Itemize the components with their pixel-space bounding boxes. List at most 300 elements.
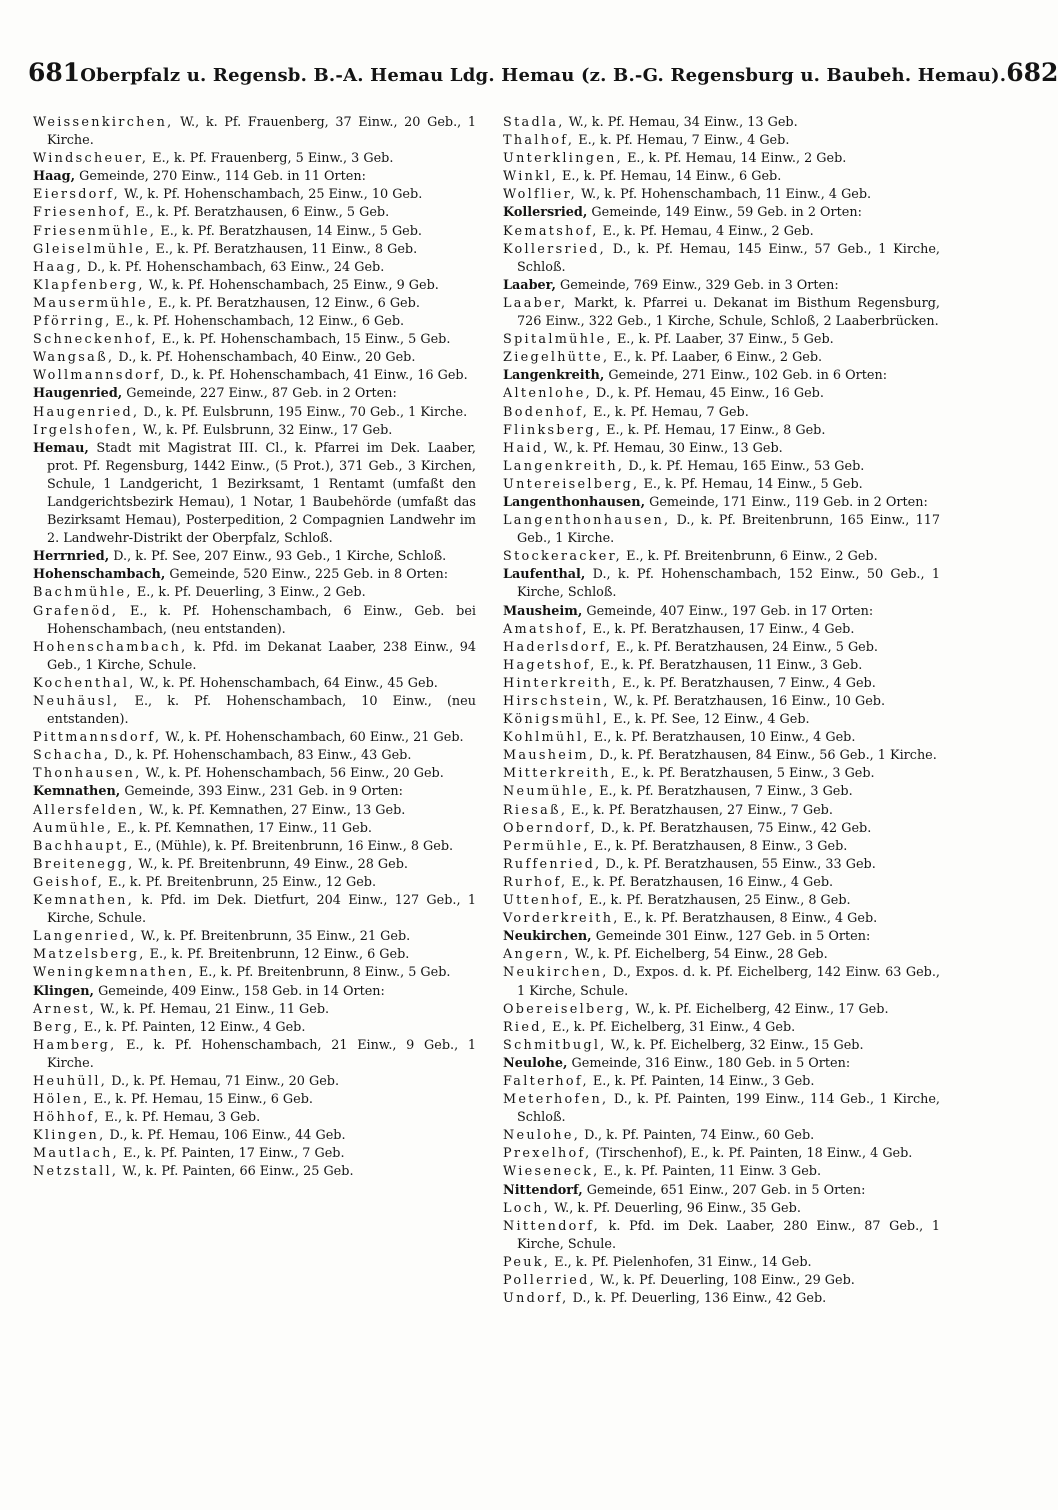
place-entry <box>503 1091 940 1127</box>
left-page-number: 681 <box>28 58 81 87</box>
place-name: Langenkreith, <box>503 458 625 474</box>
entry-details: W., k. Pf. Hohenschambach, 64 Einw., 45 Geb. <box>135 675 438 691</box>
entry-details: E., k. Pf. Beratzhausen, 14 Einw., 5 Geb. <box>156 223 422 239</box>
entry-details: W., k. Pf. Hohenschambach, 56 Einw., 20 Geb. <box>141 766 444 782</box>
place-entry <box>33 675 476 693</box>
entry-details: k. Pfd. im Dek. Laaber, 280 Einw., 87 Geb., 1 Kirche, Schule. <box>517 1218 940 1252</box>
place-entry <box>33 1073 476 1091</box>
place-name: Obereiselberg, <box>503 1001 632 1017</box>
entry-details: E., k. Pf. Beratzhausen, 24 Einw., 5 Geb. <box>612 639 878 655</box>
entry-details: E., k. Pf. Hemau, 7 Einw., 4 Geb. <box>574 133 790 149</box>
entry-details: Gemeinde, 393 Einw., 231 Geb. in 9 Orten: <box>120 784 403 800</box>
place-name: Unterklingen, <box>503 151 624 167</box>
place-name: Pittmannsdorf, <box>33 730 162 746</box>
entry-details: D., k. Pf. Hemau, 106 Einw., 44 Geb. <box>105 1128 346 1144</box>
entry-details: E., k. Pf. Beratzhausen, 27 Einw., 7 Geb. <box>567 802 833 818</box>
place-name: Pförring, <box>33 314 112 330</box>
place-name: Stockeracker, <box>503 549 623 565</box>
page-header <box>28 58 1058 92</box>
entry-details: W., k. Pf. Hohenschambach, 11 Einw., 4 Geb. <box>577 187 872 203</box>
place-entry <box>503 874 940 892</box>
gemeinde-entry <box>33 983 476 1001</box>
place-name: Neukirchen, <box>503 965 609 981</box>
place-entry <box>33 928 476 946</box>
place-name: Schmitbugl, <box>503 1037 607 1053</box>
gemeinde-name: Neukirchen, <box>503 929 592 945</box>
place-entry <box>33 802 476 820</box>
entry-details: Gemeinde, 149 Einw., 59 Geb. in 2 Orten: <box>587 205 862 221</box>
entry-details: D., k. Pf. Painten, 74 Einw., 60 Geb. <box>580 1128 815 1144</box>
place-entry <box>503 295 940 331</box>
place-name: Schneckenhof, <box>33 332 158 348</box>
entry-details: E., k. Pf. Beratzhausen, 7 Einw., 4 Geb. <box>618 675 876 691</box>
gemeinde-name: Laufenthal, <box>503 567 586 583</box>
place-name: Mitterkreith, <box>503 766 618 782</box>
entry-details: E., k. Pf. Hohenschambach, 10 Einw., (neu entstanden). <box>47 694 476 728</box>
entry-details: (Tirschenhof), E., k. Pf. Painten, 18 Einw., 4 Geb. <box>591 1146 913 1162</box>
gemeinde-entry <box>33 548 476 566</box>
entry-details: D., k. Pf. Painten, 199 Einw., 114 Geb., 1 Kirche, Schloß. <box>517 1092 940 1126</box>
place-entry <box>33 241 476 259</box>
place-name: Windscheuer, <box>33 151 149 167</box>
place-entry <box>503 132 940 150</box>
place-name: Amatshof, <box>503 621 589 637</box>
place-entry <box>503 422 940 440</box>
place-name: Neuhäusl, <box>33 694 120 709</box>
place-name: Wieseneck, <box>503 1164 600 1180</box>
gemeinde-entry <box>503 1182 940 1200</box>
entry-details: W., k. Pf. Hemau, 34 Einw., 13 Geb. <box>564 115 798 130</box>
entry-details: W., k. Pf. Eichelberg, 32 Einw., 15 Geb. <box>606 1037 864 1053</box>
place-name: Meterhofen, <box>503 1092 609 1108</box>
entry-details: W., k. Pf. Kemnathen, 27 Einw., 13 Geb. <box>145 802 406 818</box>
place-entry <box>33 349 476 367</box>
place-name: Peuk, <box>503 1254 551 1270</box>
entry-details: Gemeinde, 270 Einw., 114 Geb. in 11 Orten: <box>75 169 366 185</box>
place-entry <box>503 186 940 204</box>
place-name: Permühle, <box>503 838 590 854</box>
place-name: Thonhausen, <box>33 766 142 782</box>
place-entry <box>33 1019 476 1037</box>
gemeinde-entry <box>503 928 940 946</box>
place-entry <box>503 1163 940 1181</box>
entry-details: W., k. Pf. Hohenschambach, 25 Einw., 9 Geb. <box>144 277 439 293</box>
place-name: Heuhüll, <box>33 1073 108 1089</box>
place-name: Berg, <box>33 1019 80 1035</box>
place-name: Untereiselberg, <box>503 476 640 492</box>
entry-details: D., k. Pf. Hemau, 165 Einw., 53 Geb. <box>624 458 865 474</box>
entry-details: W., k. Pf. Hohenschambach, 60 Einw., 21 Geb. <box>161 730 464 746</box>
gemeinde-name: Hohenschambach, <box>33 567 166 583</box>
gemeinde-name: Mausheim, <box>503 603 583 619</box>
place-entry <box>503 910 940 928</box>
place-name: Angern, <box>503 947 571 963</box>
entry-details: E., k. Pf. Beratzhausen, 8 Einw., 3 Geb. <box>589 838 848 854</box>
entry-details: Gemeinde, 171 Einw., 119 Geb. in 2 Orten: <box>645 494 928 510</box>
place-entry <box>503 964 940 1000</box>
place-entry <box>33 765 476 783</box>
place-entry <box>33 838 476 856</box>
place-entry <box>503 1001 940 1019</box>
place-name: Bachmühle, <box>33 585 133 601</box>
place-entry <box>503 747 940 765</box>
entry-details: Markt, k. Pfarrei u. Dekanat im Bisthum Regensburg, 726 Einw., 322 Geb., 1 Kirche, Schule, Schloß, 2 Laaberbrücken. <box>517 295 940 330</box>
place-entry <box>503 331 940 349</box>
place-entry <box>33 964 476 982</box>
place-name: Undorf, <box>503 1291 569 1307</box>
place-entry <box>503 892 940 910</box>
place-name: Altenlohe, <box>503 386 592 402</box>
place-name: Gleiselmühle, <box>33 241 152 257</box>
place-name: Mausheim, <box>503 748 596 764</box>
gemeinde-name: Haugenried, <box>33 386 123 402</box>
entry-details: E., k. Pf. Beratzhausen, 11 Einw., 8 Geb. <box>151 241 418 257</box>
place-entry <box>33 1001 476 1019</box>
place-name: Langenthonhausen, <box>503 513 671 529</box>
place-entry <box>33 639 476 675</box>
gemeinde-name: Kollersried, <box>503 205 588 221</box>
entry-details: Gemeinde, 520 Einw., 225 Geb. in 8 Orten: <box>165 567 449 583</box>
entry-details: D., k. Pf. Beratzhausen, 75 Einw., 42 Geb. <box>596 820 872 836</box>
place-name: Kollersried, <box>503 241 607 257</box>
place-entry <box>503 476 940 494</box>
place-entry <box>503 404 940 422</box>
place-entry <box>33 295 476 313</box>
place-name: Oberndorf, <box>503 820 597 836</box>
gemeinde-entry <box>503 1055 940 1073</box>
place-name: Mautlach, <box>33 1146 120 1162</box>
place-name: Ziegelhütte, <box>503 350 610 366</box>
place-entry <box>33 693 476 729</box>
entry-details: E., k. Pf. Beratzhausen, 16 Einw., 4 Geb. <box>567 874 834 890</box>
place-entry <box>503 1037 940 1055</box>
gemeinde-entry <box>503 494 940 512</box>
place-entry <box>33 313 476 331</box>
place-entry <box>33 186 476 204</box>
entry-details: E., k. Pf. Breitenbrunn, 8 Einw., 5 Geb. <box>194 965 451 981</box>
gemeinde-name: Langenkreith, <box>503 368 605 384</box>
gemeinde-name: Kemnathen, <box>33 784 121 800</box>
place-entry <box>503 639 940 657</box>
place-entry <box>33 114 476 150</box>
place-entry <box>503 1272 940 1290</box>
place-name: Langenried, <box>33 929 137 945</box>
entry-details: E., k. Pf. See, 12 Einw., 4 Geb. <box>609 712 810 728</box>
place-entry <box>33 277 476 295</box>
gemeinde-name: Laaber, <box>503 277 556 293</box>
place-name: Friesenhof, <box>33 205 132 221</box>
place-name: Kemnathen, <box>33 893 135 909</box>
right-column <box>503 114 940 1308</box>
right-page-number: 682 <box>1006 58 1058 87</box>
place-entry <box>33 856 476 874</box>
entry-details: E., k. Pf. Painten, 11 Einw. 3 Geb. <box>599 1164 822 1180</box>
place-name: Matzelsberg, <box>33 947 146 963</box>
entry-details: Gemeinde 301 Einw., 127 Geb. in 5 Orten: <box>591 929 871 945</box>
gemeinde-name: Herrnried, <box>33 549 110 565</box>
place-entry <box>503 729 940 747</box>
entry-details: W., k. Pf. Eulsbrunn, 32 Einw., 17 Geb. <box>138 422 393 438</box>
entry-details: D., k. Pf. Hemau, 145 Einw., 57 Geb., 1 Kirche, Schloß. <box>517 241 940 275</box>
gemeinde-entry <box>503 367 940 385</box>
place-entry <box>503 1218 940 1254</box>
entry-details: E., k. Pf. Hohenschambach, 21 Einw., 9 Geb., 1 Kirche. <box>47 1037 476 1071</box>
entry-details: E., k. Pf. Hemau, 4 Einw., 2 Geb. <box>598 223 814 239</box>
entry-details: W., k. Pf. Breitenbrunn, 49 Einw., 28 Geb. <box>134 856 408 872</box>
place-entry <box>33 603 476 639</box>
place-entry <box>33 367 476 385</box>
place-name: Eiersdorf, <box>33 187 121 203</box>
gemeinde-name: Klingen, <box>33 983 94 999</box>
place-entry <box>33 404 476 422</box>
place-name: Friesenmühle, <box>33 223 157 239</box>
place-entry <box>503 385 940 403</box>
place-entry <box>503 458 940 476</box>
place-entry <box>503 693 940 711</box>
entry-details: E., k. Pf. Beratzhausen, 8 Einw., 4 Geb. <box>619 911 878 927</box>
place-name: Weningkemnathen, <box>33 965 195 981</box>
place-name: Grafenöd, <box>33 603 119 619</box>
place-entry <box>33 946 476 964</box>
place-name: Netzstall, <box>33 1164 119 1180</box>
entry-details: W., k. Pf. Hemau, 21 Einw., 11 Geb. <box>96 1001 330 1017</box>
place-entry <box>503 820 940 838</box>
place-name: Mausermühle, <box>33 295 155 311</box>
place-entry <box>503 241 940 277</box>
place-entry <box>503 349 940 367</box>
place-entry <box>503 114 940 132</box>
place-entry <box>33 150 476 168</box>
entry-details: E., k. Pf. Eichelberg, 31 Einw., 4 Geb. <box>548 1019 796 1035</box>
place-entry <box>33 747 476 765</box>
gemeinde-entry <box>33 168 476 186</box>
place-name: Wolflier, <box>503 187 578 203</box>
place-entry <box>503 223 940 241</box>
place-name: Hagetshof, <box>503 657 597 673</box>
place-name: Haag, <box>33 259 84 275</box>
place-name: Riesaß, <box>503 802 568 818</box>
place-name: Kematshof, <box>503 223 599 239</box>
entry-details: D., k. Pf. Hemau, 71 Einw., 20 Geb. <box>107 1073 340 1089</box>
place-entry <box>503 1200 940 1218</box>
place-entry <box>33 729 476 747</box>
entry-details: W., k. Pf. Beratzhausen, 16 Einw., 10 Geb. <box>609 694 886 709</box>
entry-details: E., k. Pf. Laaber, 6 Einw., 2 Geb. <box>609 350 823 366</box>
place-name: Thalhof, <box>503 133 575 149</box>
place-entry <box>503 1073 940 1091</box>
entry-details: W., k. Pf. Deuerling, 108 Einw., 29 Geb. <box>596 1273 855 1288</box>
entry-details: E., k. Pf. Painten, 14 Einw., 3 Geb. <box>588 1073 815 1089</box>
place-name: Wollmannsdorf, <box>33 368 167 384</box>
entry-details: E., k. Pf. Laaber, 37 Einw., 5 Geb. <box>612 332 834 348</box>
gemeinde-name: Neulohe, <box>503 1055 568 1071</box>
gemeinde-name: Haag, <box>33 169 76 185</box>
place-name: Neulohe, <box>503 1128 581 1144</box>
gemeinde-name: Nittendorf, <box>503 1182 583 1198</box>
gemeinde-name: Hemau, <box>33 440 89 456</box>
place-name: Klapfenberg, <box>33 277 145 293</box>
place-entry <box>503 1127 940 1145</box>
place-entry <box>33 1127 476 1145</box>
place-entry <box>33 820 476 838</box>
gemeinde-entry <box>503 277 940 295</box>
place-entry <box>503 657 940 675</box>
entry-details: D., k. Pf. Breitenbrunn, 165 Einw., 117 Geb., 1 Kirche. <box>517 513 940 547</box>
place-name: Pollerried, <box>503 1273 597 1288</box>
entry-details: Gemeinde, 409 Einw., 158 Geb. in 14 Orten: <box>94 983 385 999</box>
entry-details: D., k. Pf. Beratzhausen, 55 Einw., 33 Geb. <box>601 856 876 872</box>
place-entry <box>33 422 476 440</box>
entry-details: W., k. Pf. Eichelberg, 54 Einw., 28 Geb. <box>570 947 828 963</box>
place-name: Winkl, <box>503 169 558 185</box>
entry-details: D., Expos. d. k. Pf. Eichelberg, 142 Einw. 63 Geb., 1 Kirche, Schule. <box>517 965 940 999</box>
place-entry <box>503 150 940 168</box>
place-name: Kohlmühl, <box>503 730 590 746</box>
entry-details: k. Pfd. im Dek. Dietfurt, 204 Einw., 127 Geb., 1 Kirche, Schule. <box>47 893 476 927</box>
place-name: Haid, <box>503 440 550 456</box>
place-entry <box>503 440 940 458</box>
entry-details: E., k. Pf. Beratzhausen, 17 Einw., 4 Geb. <box>588 621 855 637</box>
place-name: Wangsaß, <box>33 350 115 366</box>
place-entry <box>503 1145 940 1163</box>
place-entry <box>33 892 476 928</box>
place-name: Neumühle, <box>503 784 596 800</box>
place-entry <box>503 621 940 639</box>
place-entry <box>33 331 476 349</box>
entry-details: E., k. Pf. Frauenberg, 5 Einw., 3 Geb. <box>148 151 394 167</box>
entry-details: W., k. Pf. Breitenbrunn, 35 Einw., 21 Geb. <box>136 929 411 945</box>
place-name: Bachhaupt, <box>33 838 130 854</box>
place-name: Kochenthal, <box>33 675 136 691</box>
entry-details: E., k. Pf. Hemau, 14 Einw., 6 Geb. <box>557 169 782 185</box>
place-entry <box>503 512 940 548</box>
place-name: Uttenhof, <box>503 893 585 909</box>
place-name: Weissenkirchen, <box>33 115 174 130</box>
entry-details: D., k. Pf. Eulsbrunn, 195 Einw., 70 Geb., 1 Kirche. <box>139 404 468 420</box>
place-name: Hölen, <box>33 1092 90 1108</box>
entry-details: E., k. Pf. Beratzhausen, 11 Einw., 3 Geb. <box>596 657 863 673</box>
place-entry <box>503 1254 940 1272</box>
entry-details: W., k. Pf. Hohenschambach, 25 Einw., 10 Geb. <box>120 187 423 203</box>
entry-details: D., k. Pf. Deuerling, 136 Einw., 42 Geb. <box>568 1291 827 1307</box>
entry-details: E., k. Pf. Beratzhausen, 10 Einw., 4 Geb. <box>589 730 856 746</box>
entry-details: E., k. Pf. Hohenschambach, 15 Einw., 5 Geb. <box>157 332 451 348</box>
place-entry <box>503 838 940 856</box>
entry-details: D., k. Pf. Hohenschambach, 40 Einw., 20 Geb. <box>114 350 416 366</box>
entry-details: E., k. Pf. Hemau, 7 Geb. <box>589 404 749 420</box>
entry-details: D., k. Pf. Hemau, 45 Einw., 16 Geb. <box>591 386 824 402</box>
entry-details: E., k. Pf. Beratzhausen, 7 Einw., 3 Geb. <box>595 784 853 800</box>
place-entry <box>33 1145 476 1163</box>
gemeinde-entry <box>33 440 476 549</box>
gemeinde-entry <box>503 204 940 222</box>
place-name: Arnest, <box>33 1001 97 1017</box>
place-name: Königsmühl, <box>503 712 610 728</box>
place-name: Hinterkreith, <box>503 675 619 691</box>
entry-details: E., k. Pf. Hohenschambach, 6 Einw., Geb. bei Hohenschambach, (neu entstanden). <box>47 603 476 637</box>
gemeinde-name: Langenthonhausen, <box>503 494 646 510</box>
place-name: Falterhof, <box>503 1073 589 1089</box>
entry-details: D., k. Pf. Hohenschambach, 83 Einw., 43 Geb. <box>110 748 412 764</box>
place-entry <box>33 874 476 892</box>
entry-details: D., k. Pf. Beratzhausen, 84 Einw., 56 Geb., 1 Kirche. <box>595 748 937 764</box>
entry-details: Gemeinde, 407 Einw., 197 Geb. in 17 Orten: <box>582 603 874 619</box>
entry-details: E., (Mühle), k. Pf. Breitenbrunn, 16 Einw., 8 Geb. <box>129 838 454 854</box>
entry-details: k. Pfd. im Dekanat Laaber, 238 Einw., 94 Geb., 1 Kirche, Schule. <box>47 639 476 673</box>
place-entry <box>503 711 940 729</box>
entry-details: E., k. Pf. Beratzhausen, 25 Einw., 8 Geb. <box>584 893 851 909</box>
place-entry <box>33 1109 476 1127</box>
entry-details: W., k. Pf. Painten, 66 Einw., 25 Geb. <box>118 1164 354 1180</box>
entry-details: E., k. Pf. Beratzhausen, 5 Einw., 3 Geb. <box>617 766 875 782</box>
place-entry <box>503 548 940 566</box>
entry-details: E., k. Pf. Hemau, 3 Geb. <box>100 1110 261 1126</box>
place-name: Breitenegg, <box>33 856 135 872</box>
entry-details: Gemeinde, 651 Einw., 207 Geb. in 5 Orten: <box>582 1182 866 1198</box>
entry-details: E., k. Pf. Hemau, 15 Einw., 6 Geb. <box>89 1092 313 1108</box>
entry-details: E., k. Pf. Hemau, 14 Einw., 2 Geb. <box>623 151 847 167</box>
place-entry <box>503 765 940 783</box>
place-name: Geishof, <box>33 874 105 890</box>
place-entry <box>33 1163 476 1181</box>
place-entry <box>503 946 940 964</box>
entry-details: E., k. Pf. Breitenbrunn, 12 Einw., 6 Geb. <box>145 947 410 963</box>
place-name: Aumühle, <box>33 820 114 836</box>
place-entry <box>33 259 476 277</box>
place-name: Irgelshofen, <box>33 422 139 438</box>
place-name: Loch, <box>503 1200 551 1216</box>
place-entry <box>503 168 940 186</box>
place-name: Ruffenried, <box>503 856 602 872</box>
gemeinde-entry <box>33 783 476 801</box>
entry-details: Gemeinde, 316 Einw., 180 Geb. in 5 Orten: <box>567 1055 851 1071</box>
left-column <box>33 114 476 1182</box>
place-name: Hirschstein, <box>503 694 610 709</box>
place-entry <box>503 1019 940 1037</box>
place-entry <box>503 675 940 693</box>
gemeinde-entry <box>33 385 476 403</box>
entry-details: Gemeinde, 227 Einw., 87 Geb. in 2 Orten: <box>122 386 397 402</box>
place-name: Hohenschambach, <box>33 639 188 655</box>
place-name: Flinksberg, <box>503 422 603 438</box>
place-name: Höhhof, <box>33 1110 101 1126</box>
place-name: Laaber, <box>503 295 568 311</box>
place-entry <box>33 1091 476 1109</box>
entry-details: E., k. Pf. Hohenschambach, 12 Einw., 6 Geb. <box>111 314 405 330</box>
entry-details: E., k. Pf. Hemau, 17 Einw., 8 Geb. <box>602 422 826 438</box>
place-name: Hamberg, <box>33 1037 117 1053</box>
place-name: Prexelhof, <box>503 1146 592 1162</box>
place-name: Stadla, <box>503 115 565 130</box>
place-entry <box>33 204 476 222</box>
place-entry <box>33 223 476 241</box>
gemeinde-entry <box>503 566 940 602</box>
entry-details: W., k. Pf. Eichelberg, 42 Einw., 17 Geb. <box>631 1001 889 1017</box>
entry-details: W., k. Pf. Deuerling, 96 Einw., 35 Geb. <box>550 1200 801 1216</box>
place-name: Ried, <box>503 1019 549 1035</box>
entry-details: W., k. Pf. Hemau, 30 Einw., 13 Geb. <box>549 440 783 456</box>
place-name: Vorderkreith, <box>503 911 620 927</box>
place-entry <box>503 856 940 874</box>
place-entry <box>503 783 940 801</box>
place-name: Klingen, <box>33 1128 106 1144</box>
entry-details: D., k. Pf. Hohenschambach, 152 Einw., 50 Geb., 1 Kirche, Schloß. <box>517 567 940 601</box>
entry-details: E., k. Pf. Beratzhausen, 6 Einw., 5 Geb. <box>131 205 390 221</box>
entry-details: W., k. Pf. Frauenberg, 37 Einw., 20 Geb., 1 Kirche. <box>47 115 476 149</box>
running-title: Oberpfalz u. Regensb. B.-A. Hemau Ldg. Hemau (z. B.-G. Regensburg u. Baubeh. Hemau). <box>80 65 1007 86</box>
place-name: Nittendorf, <box>503 1218 601 1234</box>
entry-details: D., k. Pf. Hohenschambach, 41 Einw., 16 Geb. <box>166 368 468 384</box>
